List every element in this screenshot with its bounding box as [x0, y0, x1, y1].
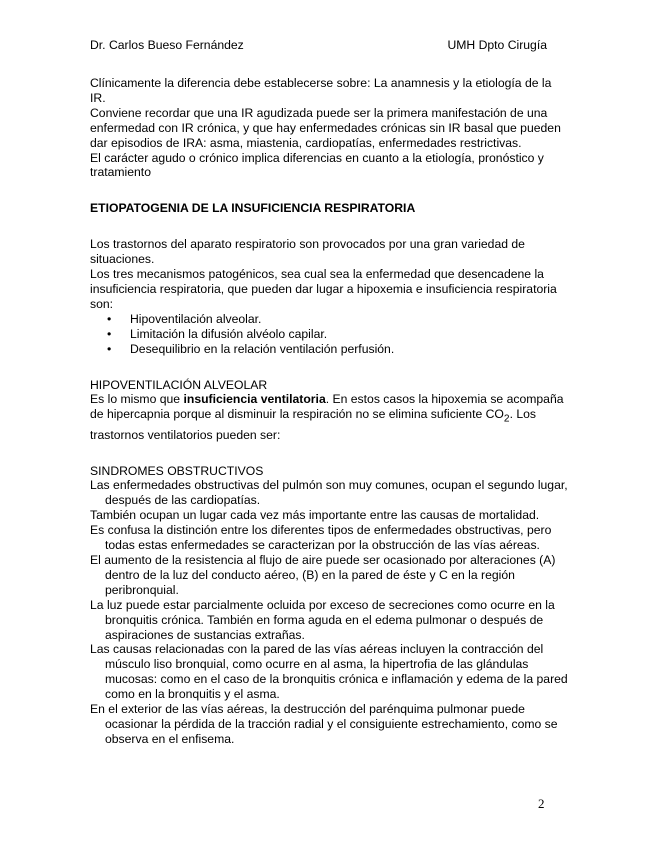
- hipoventilacion-paragraph: [90, 392, 570, 442]
- obstructivos-paragraph: Es confusa la distinción entre los diferentes tipos de enfermedades obstructivas, pero todas estas enfermedades se caracterizan por la obstrucción de las vías aéreas.: [90, 523, 552, 553]
- header-author: Dr. Carlos Bueso Fernández: [90, 38, 244, 52]
- mechanisms-list: [90, 312, 570, 357]
- list-item: • Desequilibrio en la relación ventilación perfusión.: [90, 342, 570, 357]
- text-span: . En estos casos la hipoxemia se acompaña de hipercapnia porque al disminuir la respiración no se elimina suficiente CO: [90, 392, 564, 422]
- text-span: . Los trastornos ventilatorios pueden ser:: [90, 407, 537, 442]
- bold-term: insuficiencia ventilatoria: [183, 392, 326, 407]
- subsection-title-hipoventilacion: HIPOVENTILACIÓN ALVEOLAR: [90, 377, 268, 392]
- obstructivos-paragraph: Las enfermedades obstructivas del pulmón son muy comunes, ocupan el segundo lugar, después de las cardiopatías.: [90, 478, 568, 508]
- obstructivos-paragraph: En el exterior de las vías aéreas, la destrucción del parénquima pulmonar puede ocasionar la pérdida de la tracción radial y el consiguiente estrechamiento, como se observa en el enfisema.: [90, 702, 558, 746]
- intro-paragraph: Clínicamente la diferencia debe establecerse sobre: La anamnesis y la etiología de la IR.: [90, 76, 552, 105]
- header-department: UMH Dpto Cirugía: [447, 38, 547, 52]
- obstructivos-paragraph: El aumento de la resistencia al flujo de aire puede ser ocasionado por alteraciones (A) dentro de la luz del conducto aéreo, (B) en la pared de éste y C en la región peribronquial.: [90, 553, 556, 597]
- subsection-title-obstructivos: SINDROMES OBSTRUCTIVOS: [90, 463, 264, 478]
- text-span: Es lo mismo que: [90, 392, 184, 407]
- intro-paragraph: El carácter agudo o crónico implica diferencias en cuanto a la etiología, pronóstico y tratamiento: [90, 150, 544, 180]
- intro-paragraph: Conviene recordar que una IR agudizada puede ser la primera manifestación de una enfermedad con IR crónica, y que hay enfermedades crónicas sin IR basal que pueden dar episodios de IRA: asma, miastenia, cardiopatías, enfermedades restrictivas.: [90, 105, 561, 150]
- obstructivos-paragraph: Las causas relacionadas con la pared de las vías aéreas incluyen la contracción del músculo liso bronquial, como ocurre en al asma, la hipertrofia de las glándulas mucosas: como en el caso de la bronquitis crónica e inflamación y edema de la pared como en la bronquitis y el asma.: [90, 642, 568, 702]
- obstructivos-paragraph: La luz puede estar parcialmente ocluida por exceso de secreciones como ocurre en la bronquitis crónica. También en forma aguda en el edema pulmonar o después de aspiraciones de sustancias extrañas.: [90, 597, 555, 642]
- page-body: [90, 76, 570, 747]
- etiopatogenia-paragraph: Los tres mecanismos patogénicos, sea cual sea la enfermedad que desencadene la insuficiencia respiratoria, que pueden dar lugar a hipoxemia e insuficiencia respiratoria son:: [90, 267, 557, 311]
- section-title-etiopatogenia: ETIOPATOGENIA DE LA INSUFICIENCIA RESPIRATORIA: [90, 201, 416, 216]
- list-item: • Hipoventilación alveolar.: [90, 312, 570, 327]
- page-number: 2: [538, 796, 545, 811]
- etiopatogenia-paragraph: Los trastornos del aparato respiratorio son provocados por una gran variedad de situaciones.: [90, 237, 525, 267]
- obstructivos-paragraph: También ocupan un lugar cada vez más importante entre las causas de mortalidad.: [90, 508, 540, 523]
- subscript: 2: [503, 413, 510, 425]
- list-item: • Limitación la difusión alvéolo capilar.: [90, 327, 570, 342]
